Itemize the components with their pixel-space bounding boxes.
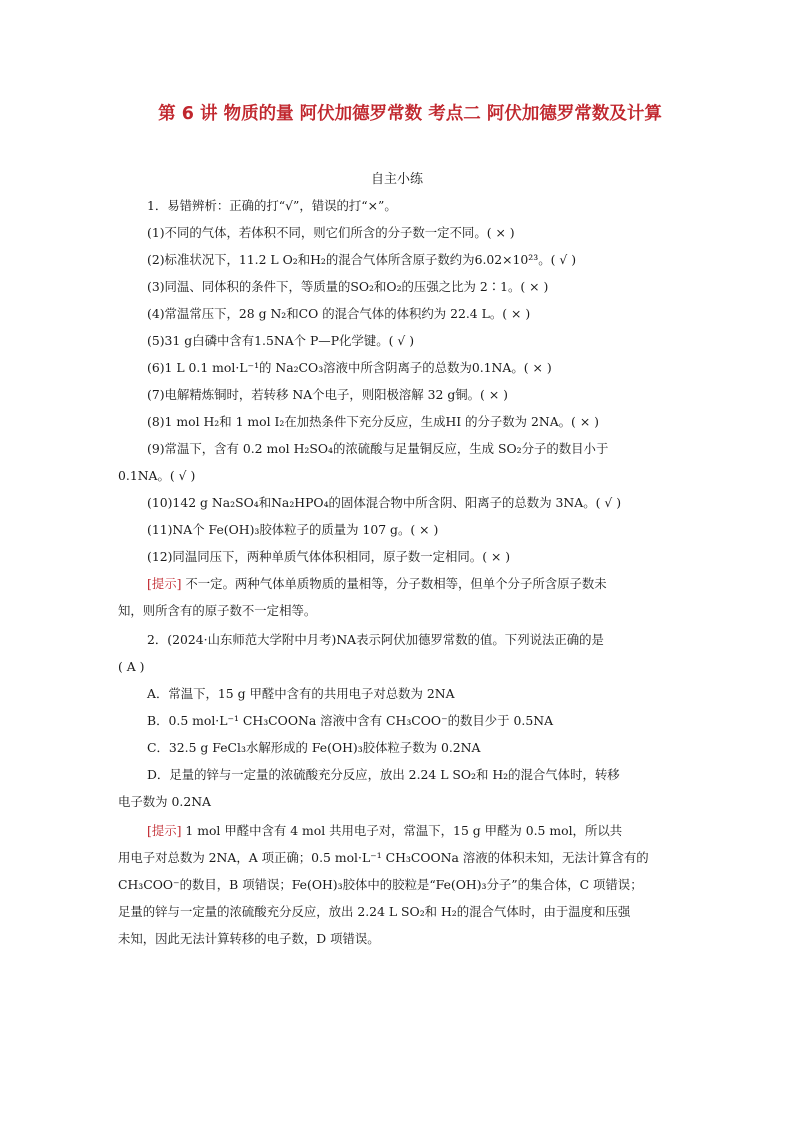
q1-item-5: (5)31 g白磷中含有1.5NA个 P—P化学键。( √ ) xyxy=(147,333,415,348)
q2-hint-line-5: 未知，因此无法计算转移的电子数，D 项错误。 xyxy=(118,931,380,946)
q2-hint-line-2: 用电子对总数为 2NA，A 项正确；0.5 mol·L⁻¹ CH₃COONa 溶液的体积未知，无法计算含有的 xyxy=(118,850,649,865)
q1-item-8: (8)1 mol H₂和 1 mol I₂在加热条件下充分反应，生成HI 的分子数为 2NA。( × ) xyxy=(147,414,599,429)
question-2-answer: ( A ) xyxy=(118,659,145,674)
q1-item-11: (11)NA个 Fe(OH)₃胶体粒子的质量为 107 g。( × ) xyxy=(147,522,439,537)
hint-label: [提示] xyxy=(147,576,182,591)
page-title: 第 6 讲 物质的量 阿伏加德罗常数 考点二 阿伏加德罗常数及计算 xyxy=(158,104,662,124)
q1-item-2: (2)标准状况下，11.2 L O₂和H₂的混合气体所含原子数约为6.02×10²³。( √ ) xyxy=(147,252,577,267)
q1-hint-line-2: 知，则所含有的原子数不一定相等。 xyxy=(118,603,317,618)
question-2-stem: 2．(2024·山东师范大学附中月考)NA表示阿伏加德罗常数的值。下列说法正确的是 xyxy=(147,632,604,647)
q1-item-7: (7)电解精炼铜时，若转移 NA个电子，则阳极溶解 32 g铜。( × ) xyxy=(147,387,508,402)
q1-item-9: (9)常温下，含有 0.2 mol H₂SO₄的浓硫酸与足量铜反应，生成 SO₂分子的数目小于 xyxy=(147,441,609,456)
q2-hint-line-1 xyxy=(147,821,622,841)
q1-item-12: (12)同温同压下，两种单质气体体积相同，原子数一定相同。( × ) xyxy=(147,549,511,564)
q1-item-3: (3)同温、同体积的条件下，等质量的SO₂和O₂的压强之比为 2∶1。( × ) xyxy=(147,279,549,294)
q1-item-10: (10)142 g Na₂SO₄和Na₂HPO₄的固体混合物中所含阴、阳离子的总数为 3NA。( √ ) xyxy=(147,495,622,510)
hint-label: [提示] xyxy=(147,823,182,838)
q2-option-c: C．32.5 g FeCl₃水解形成的 Fe(OH)₃胶体粒子数为 0.2NA xyxy=(147,740,481,755)
hint-text: 1 mol 甲醛中含有 4 mol 共用电子对，常温下，15 g 甲醛为 0.5 mol，所以共 xyxy=(181,823,623,838)
q1-item-6: (6)1 L 0.1 mol·L⁻¹的 Na₂CO₃溶液中所含阴离子的总数为0.1NA。( × ) xyxy=(147,360,552,375)
q1-item-4: (4)常温常压下，28 g N₂和CO 的混合气体的体积约为 22.4 L。( × ) xyxy=(147,306,531,321)
q2-option-d: D．足量的锌与一定量的浓硫酸充分反应，放出 2.24 L SO₂和 H₂的混合气体时，转移 xyxy=(147,767,620,782)
q2-option-d-cont: 电子数为 0.2NA xyxy=(118,794,211,809)
question-1-intro: 1．易错辨析：正确的打“√”，错误的打“×”。 xyxy=(147,198,397,213)
q2-option-a: A．常温下，15 g 甲醛中含有的共用电子对总数为 2NA xyxy=(147,686,455,701)
q2-hint-line-4: 足量的锌与一定量的浓硫酸充分反应，放出 2.24 L SO₂和 H₂的混合气体时，由于温度和压强 xyxy=(118,904,631,919)
section-subtitle: 自主小练 xyxy=(370,172,423,187)
q1-hint-line-1 xyxy=(147,574,607,594)
q2-hint-line-3: CH₃COO⁻的数目，B 项错误；Fe(OH)₃胶体中的胶粒是“Fe(OH)₃分子”的集合体，C 项错误； xyxy=(118,877,643,892)
q1-item-9-cont: 0.1NA。( √ ) xyxy=(118,468,196,483)
hint-text: 不一定。两种气体单质物质的量相等，分子数相等，但单个分子所含原子数未 xyxy=(181,576,607,591)
q1-item-1: (1)不同的气体，若体积不同，则它们所含的分子数一定不同。( × ) xyxy=(147,225,515,240)
q2-option-b: B．0.5 mol·L⁻¹ CH₃COONa 溶液中含有 CH₃COO⁻的数目少于 0.5NA xyxy=(147,713,554,728)
